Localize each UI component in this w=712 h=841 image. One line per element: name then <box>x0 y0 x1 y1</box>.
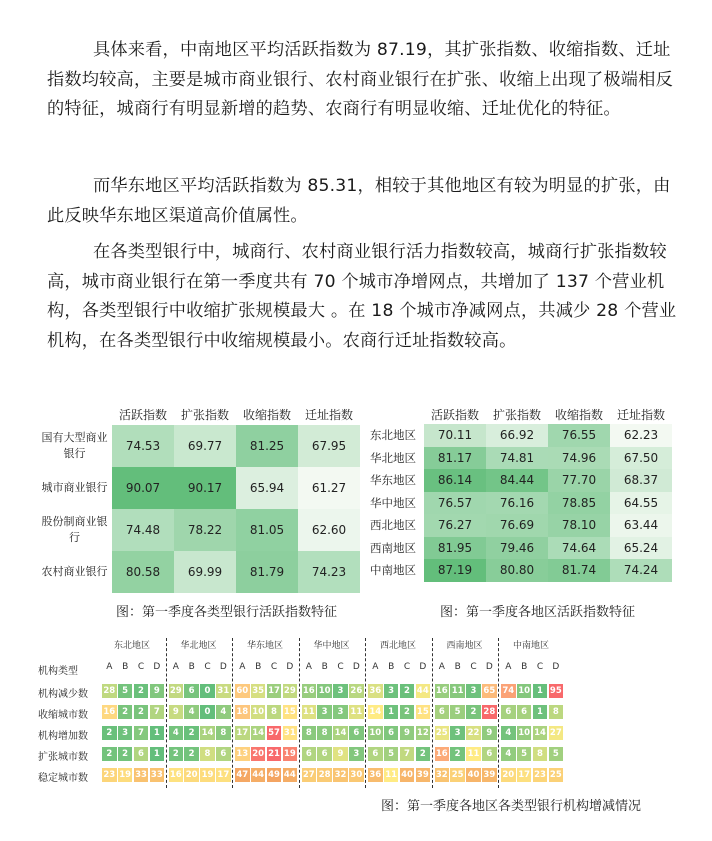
bank-type-label: D <box>352 662 360 672</box>
heatmap-cell: 7 <box>150 705 165 719</box>
heatmap-cell: 3 <box>450 726 465 740</box>
heatmap-cell: 5 <box>549 747 564 761</box>
heatmap-cell: 2 <box>400 705 415 719</box>
bank-type-label: B <box>122 662 129 672</box>
heatmap-cell: 19 <box>119 770 132 780</box>
region-divider <box>498 638 499 788</box>
bank-type-heatmap-header <box>37 403 360 425</box>
bank-type-heatmap <box>37 403 360 593</box>
region-heatmap <box>362 404 672 582</box>
heatmap-row <box>362 537 672 560</box>
heatmap-cell: 15 <box>416 707 429 717</box>
region-divider <box>166 638 167 788</box>
heatmap-cell: 68.37 <box>610 469 672 492</box>
heatmap-cell: 14 <box>252 728 265 738</box>
heatmap-cell: 81.25 <box>236 425 298 467</box>
heatmap-cell: 8 <box>302 726 317 740</box>
heatmap-row <box>37 509 360 551</box>
chart-caption-bank-types: 图：第一季度各类型银行活跃指数特征 <box>116 605 338 620</box>
heatmap-cell: 87.19 <box>424 559 486 582</box>
heatmap-cell: 78.10 <box>548 514 610 537</box>
heatmap-cell: 39 <box>483 770 496 780</box>
heatmap-cell: 5 <box>450 705 465 719</box>
chart-caption-regions: 图：第一季度各地区活跃指数特征 <box>440 605 636 620</box>
row-label: 华北地区 <box>370 450 416 465</box>
heatmap-cell: 65.24 <box>610 537 672 560</box>
row-label: 机构减少数 <box>38 689 88 700</box>
heatmap-cell: 81.17 <box>424 447 486 470</box>
region-header: 西北地区 <box>380 641 417 651</box>
heatmap-cell: 11 <box>350 707 363 717</box>
row-label: 城市商业银行 <box>41 481 108 494</box>
bank-type-label: A <box>106 662 113 672</box>
row-label: 西北地区 <box>370 518 416 533</box>
row-label: 股份制商业银行 <box>41 515 108 544</box>
heatmap-cell: 28 <box>318 770 331 780</box>
heatmap-cell: 3 <box>384 684 399 698</box>
row-label: 华东地区 <box>370 473 416 488</box>
corner <box>362 404 424 424</box>
bank-type-label: D <box>219 662 227 672</box>
heatmap-cell: 6 <box>134 747 149 761</box>
heatmap-cell: 74.48 <box>112 509 174 551</box>
heatmap-cell: 2 <box>118 705 133 719</box>
region-header: 华北地区 <box>180 641 217 651</box>
heatmap-cell: 16 <box>435 749 448 759</box>
heatmap-cell: 18 <box>236 707 249 717</box>
heatmap-cell: 22 <box>467 728 480 738</box>
heatmap-cell: 17 <box>217 770 230 780</box>
heatmap-cell: 4 <box>501 726 516 740</box>
heatmap-cell: 81.05 <box>236 509 298 551</box>
region-header: 中南地区 <box>513 641 550 651</box>
heatmap-cell: 8 <box>200 747 215 761</box>
heatmap-cell: 3 <box>118 726 133 740</box>
heatmap-cell: 9 <box>482 726 497 740</box>
heatmap-cell: 6 <box>435 705 450 719</box>
heatmap-cell: 29 <box>169 686 182 696</box>
heatmap-cell: 33 <box>135 770 147 780</box>
paragraph-3-text: 在各类型银行中，城商行、农村商业银行活力指数较高，城商行扩张指数较高，城市商业银行在第一季度共有 70 个城市净增网点，共增加了 137 个营业机构，各类型银行中收缩扩张规模最大 。在 18 个城市净减网点，共减少 28 个营业机构，在各类型银行中收缩规模最小。农商行迁址指数较高。 <box>47 242 677 351</box>
heatmap-cell: 61.27 <box>298 467 360 509</box>
heatmap-row <box>37 551 360 593</box>
heatmap-cell: 67.95 <box>298 425 360 467</box>
heatmap-cell: 11 <box>451 686 464 696</box>
heatmap-cell: 10 <box>252 707 265 717</box>
heatmap-cell: 5 <box>118 684 133 698</box>
bank-type-label: C <box>470 662 477 672</box>
bank-type-label: C <box>403 662 411 672</box>
heatmap-cell: 2 <box>450 747 465 761</box>
heatmap-cell: 31 <box>217 686 230 696</box>
corner-label: 机构类型 <box>38 666 78 677</box>
heatmap-cell: 21 <box>268 749 280 759</box>
heatmap-cell: 49 <box>268 770 280 780</box>
heatmap-cell: 4 <box>184 705 199 719</box>
heatmap-cell: 7 <box>400 747 415 761</box>
paragraph-2-text: 而华东地区平均活跃指数为 85.31，相较于其他地区有较为明显的扩张，由此反映华东地区渠道高价值属性。 <box>47 176 671 226</box>
heatmap-cell: 40 <box>467 770 480 780</box>
bank-type-label: B <box>188 662 195 672</box>
heatmap-cell: 6 <box>349 726 364 740</box>
heatmap-cell: 14 <box>334 728 347 738</box>
row-label: 机构增加数 <box>38 731 88 742</box>
bank-type-label: C <box>337 662 344 672</box>
heatmap-cell: 8 <box>549 705 564 719</box>
heatmap-cell: 86.14 <box>424 469 486 492</box>
heatmap-cell: 76.55 <box>548 424 610 447</box>
heatmap-cell: 74.24 <box>610 559 672 582</box>
heatmap-cell: 63.44 <box>610 514 672 537</box>
heatmap-cell: 80.80 <box>486 559 548 582</box>
row-label: 华中地区 <box>370 495 416 510</box>
column-header: 迁址指数 <box>616 407 665 422</box>
heatmap-row <box>37 467 360 509</box>
heatmap-cell: 6 <box>184 684 199 698</box>
heatmap-cell: 2 <box>118 747 133 761</box>
paragraph-3 <box>47 238 687 356</box>
region-divider <box>299 638 300 788</box>
heatmap-cell: 1 <box>150 747 165 761</box>
corner <box>37 403 112 425</box>
bank-type-label: A <box>438 662 445 672</box>
heatmap-cell: 32 <box>435 770 448 780</box>
paragraph-2 <box>47 172 687 231</box>
heatmap-cell: 1 <box>384 705 399 719</box>
heatmap-cell: 3 <box>349 747 364 761</box>
heatmap-cell: 5 <box>517 747 532 761</box>
heatmap-cell: 20 <box>185 770 198 780</box>
heatmap-row <box>362 514 672 537</box>
heatmap-cell: 0 <box>200 705 215 719</box>
heatmap-cell: 27 <box>302 770 315 780</box>
bank-type-label: C <box>270 662 278 672</box>
bank-type-label: A <box>172 662 179 672</box>
region-heatmap-header <box>362 404 672 424</box>
column-header: 扩张指数 <box>492 407 541 422</box>
heatmap-cell: 8 <box>317 726 332 740</box>
bank-type-label: B <box>521 662 528 672</box>
heatmap-cell: 74.53 <box>112 425 174 467</box>
heatmap-cell: 28 <box>483 707 496 717</box>
heatmap-cell: 16 <box>302 686 315 696</box>
heatmap-cell: 76.16 <box>486 492 548 515</box>
heatmap-cell: 44 <box>283 770 296 780</box>
heatmap-cell: 74 <box>502 686 515 696</box>
heatmap-cell: 11 <box>467 749 480 759</box>
heatmap-cell: 81.74 <box>548 559 610 582</box>
heatmap-cell: 62.23 <box>610 424 672 447</box>
heatmap-cell: 13 <box>236 749 249 759</box>
heatmap-cell: 7 <box>134 726 149 740</box>
heatmap-cell: 23 <box>103 770 116 780</box>
heatmap-cell: 33 <box>150 770 163 780</box>
heatmap-cell: 19 <box>201 770 214 780</box>
heatmap-cell: 28 <box>103 686 116 696</box>
heatmap-cell: 8 <box>533 747 548 761</box>
heatmap-cell: 76.57 <box>424 492 486 515</box>
heatmap-cell: 2 <box>466 705 481 719</box>
bank-type-label: A <box>372 662 379 672</box>
heatmap-cell: 9 <box>150 684 165 698</box>
heatmap-cell: 32 <box>334 770 347 780</box>
region-header: 华东地区 <box>247 641 284 651</box>
heatmap-cell: 31 <box>283 728 296 738</box>
heatmap-cell: 6 <box>384 726 399 740</box>
heatmap-cell: 6 <box>302 747 317 761</box>
heatmap-cell: 2 <box>416 747 431 761</box>
heatmap-cell: 9 <box>333 747 348 761</box>
heatmap-cell: 3 <box>333 705 348 719</box>
heatmap-cell: 1 <box>533 705 548 719</box>
heatmap-cell: 6 <box>501 705 516 719</box>
heatmap-cell: 74.96 <box>548 447 610 470</box>
heatmap-row <box>362 492 672 515</box>
heatmap-cell: 14 <box>201 728 214 738</box>
heatmap-cell: 4 <box>169 726 184 740</box>
column-header: 收缩指数 <box>554 407 603 422</box>
heatmap-cell: 4 <box>216 705 231 719</box>
heatmap-cell: 29 <box>283 686 296 696</box>
heatmap-cell: 62.60 <box>298 509 360 551</box>
heatmap-cell: 12 <box>416 728 429 738</box>
heatmap-cell: 5 <box>384 747 399 761</box>
heatmap-cell: 36 <box>369 770 382 780</box>
bank-type-label: B <box>388 662 395 672</box>
heatmap-cell: 69.77 <box>174 425 236 467</box>
heatmap-cell: 2 <box>400 684 415 698</box>
heatmap-cell: 64.55 <box>610 492 672 515</box>
bank-type-label: B <box>321 662 328 672</box>
heatmap-cell: 16 <box>169 770 182 780</box>
bank-type-label: B <box>454 662 461 672</box>
heatmap-cell: 10 <box>318 686 331 696</box>
column-header: 迁址指数 <box>304 407 353 422</box>
heatmap-cell: 90.07 <box>112 467 174 509</box>
heatmap-cell: 25 <box>451 770 464 780</box>
heatmap-row <box>362 424 672 447</box>
heatmap-cell: 30 <box>350 770 363 780</box>
bank-type-label: D <box>419 662 427 672</box>
heatmap-cell: 44 <box>252 770 265 780</box>
heatmap-cell: 10 <box>369 728 382 738</box>
heatmap-cell: 79.46 <box>486 537 548 560</box>
heatmap-cell: 4 <box>501 747 516 761</box>
heatmap-cell: 36 <box>369 686 382 696</box>
heatmap-cell: 6 <box>317 747 332 761</box>
heatmap-cell: 20 <box>502 770 515 780</box>
heatmap-cell: 40 <box>401 770 413 780</box>
heatmap-cell: 10 <box>518 686 531 696</box>
heatmap-cell: 2 <box>169 747 184 761</box>
heatmap-cell: 69.99 <box>174 551 236 593</box>
heatmap-cell: 23 <box>534 770 546 780</box>
heatmap-cell: 17 <box>236 728 249 738</box>
bank-type-label: A <box>505 662 512 672</box>
row-label: 扩张城市数 <box>38 752 88 763</box>
heatmap-cell: 84.44 <box>486 469 548 492</box>
heatmap-cell: 2 <box>184 726 199 740</box>
heatmap-cell: 3 <box>333 684 348 698</box>
heatmap-cell: 3 <box>317 705 332 719</box>
heatmap-row <box>362 447 672 470</box>
heatmap-cell: 27 <box>549 728 562 738</box>
bank-type-label: D <box>286 662 294 672</box>
heatmap-cell: 81.95 <box>424 537 486 560</box>
heatmap-cell: 65.94 <box>236 467 298 509</box>
heatmap-cell: 66.92 <box>486 424 548 447</box>
paragraph-1-text: 具体来看，中南地区平均活跃指数为 87.19，其扩张指数、收缩指数、迁址指数均较高，主要是城市商业银行、农村商业银行在扩张、收缩上出现了极端相反的特征，城商行有明显新增的趋势、农商行有明显收缩、迁址优化的特征。 <box>47 40 673 119</box>
row-label: 中南地区 <box>370 563 416 578</box>
heatmap-cell: 80.58 <box>112 551 174 593</box>
region-divider <box>365 638 366 788</box>
bank-type-label: A <box>239 662 246 672</box>
row-label: 东北地区 <box>370 428 416 443</box>
heatmap-cell: 81.79 <box>236 551 298 593</box>
bank-type-label: A <box>305 662 312 672</box>
row-label: 西南地区 <box>370 540 416 555</box>
heatmap-cell: 0 <box>200 684 215 698</box>
heatmap-cell: 25 <box>435 728 448 738</box>
heatmap-cell: 65 <box>483 686 496 696</box>
heatmap-cell: 76.27 <box>424 514 486 537</box>
heatmap-cell: 74.23 <box>298 551 360 593</box>
bank-type-label: D <box>552 662 560 672</box>
heatmap-cell: 10 <box>518 728 531 738</box>
heatmap-cell: 76.69 <box>486 514 548 537</box>
bank-type-label: D <box>153 662 161 672</box>
heatmap-row <box>362 559 672 582</box>
heatmap-cell: 60 <box>236 686 249 696</box>
heatmap-cell: 17 <box>518 770 531 780</box>
heatmap-cell: 6 <box>482 747 497 761</box>
heatmap-cell: 44 <box>416 686 429 696</box>
heatmap-cell: 20 <box>252 749 265 759</box>
heatmap-cell: 25 <box>549 770 562 780</box>
heatmap-cell: 17 <box>268 686 280 696</box>
heatmap-cell: 16 <box>103 707 116 717</box>
heatmap-cell: 57 <box>268 728 280 738</box>
bank-type-label: C <box>204 662 211 672</box>
bank-type-label: C <box>536 662 544 672</box>
heatmap-cell: 19 <box>283 749 296 759</box>
heatmap-cell: 39 <box>416 770 429 780</box>
row-label: 农村商业银行 <box>41 565 108 578</box>
heatmap-cell: 2 <box>184 747 199 761</box>
heatmap-cell: 11 <box>302 707 315 717</box>
column-header: 活跃指数 <box>118 407 167 422</box>
heatmap-cell: 2 <box>102 726 117 740</box>
heatmap-row <box>362 469 672 492</box>
heatmap-cell: 6 <box>517 705 532 719</box>
heatmap-cell: 14 <box>534 728 546 738</box>
heatmap-row <box>37 425 360 467</box>
heatmap-cell: 74.81 <box>486 447 548 470</box>
heatmap-cell: 16 <box>435 686 448 696</box>
heatmap-cell: 78.22 <box>174 509 236 551</box>
heatmap-cell: 6 <box>216 747 231 761</box>
heatmap-cell: 77.70 <box>548 469 610 492</box>
row-label: 收缩城市数 <box>38 710 88 721</box>
heatmap-cell: 8 <box>267 705 282 719</box>
heatmap-cell: 2 <box>102 747 117 761</box>
column-header: 扩张指数 <box>180 407 229 422</box>
column-header: 活跃指数 <box>430 407 479 422</box>
bank-type-label: B <box>255 662 262 672</box>
heatmap-cell: 11 <box>385 770 398 780</box>
heatmap-cell: 95 <box>549 686 562 696</box>
heatmap-cell: 67.50 <box>610 447 672 470</box>
bank-type-label: D <box>485 662 493 672</box>
heatmap-cell: 9 <box>169 705 184 719</box>
heatmap-cell: 74.64 <box>548 537 610 560</box>
paragraph-1 <box>47 36 687 125</box>
region-header: 华中地区 <box>313 641 350 651</box>
heatmap-cell: 2 <box>134 684 149 698</box>
region-header: 东北地区 <box>114 641 151 651</box>
heatmap-cell: 15 <box>283 707 296 717</box>
heatmap-cell: 9 <box>400 726 415 740</box>
heatmap-cell: 26 <box>350 686 363 696</box>
heatmap-cell: 35 <box>252 686 265 696</box>
region-divider <box>232 638 233 788</box>
heatmap-cell: 8 <box>216 726 231 740</box>
bank-type-label: C <box>137 662 145 672</box>
heatmap-cell: 47 <box>236 770 249 780</box>
chart-caption-region-bank-change: 图：第一季度各地区各类型银行机构增减情况 <box>381 799 642 814</box>
region-divider <box>432 638 433 788</box>
region-header: 西南地区 <box>446 641 483 651</box>
heatmap-cell: 1 <box>533 684 548 698</box>
heatmap-cell: 1 <box>150 726 165 740</box>
heatmap-cell: 14 <box>369 707 382 717</box>
heatmap-cell: 6 <box>368 747 383 761</box>
row-label: 国有大型商业银行 <box>41 431 108 460</box>
row-label: 稳定城市数 <box>38 773 88 784</box>
column-header: 收缩指数 <box>242 407 291 422</box>
heatmap-cell: 90.17 <box>174 467 236 509</box>
heatmap-cell: 70.11 <box>424 424 486 447</box>
heatmap-cell: 78.85 <box>548 492 610 515</box>
heatmap-cell: 3 <box>466 684 481 698</box>
heatmap-cell: 2 <box>134 705 149 719</box>
